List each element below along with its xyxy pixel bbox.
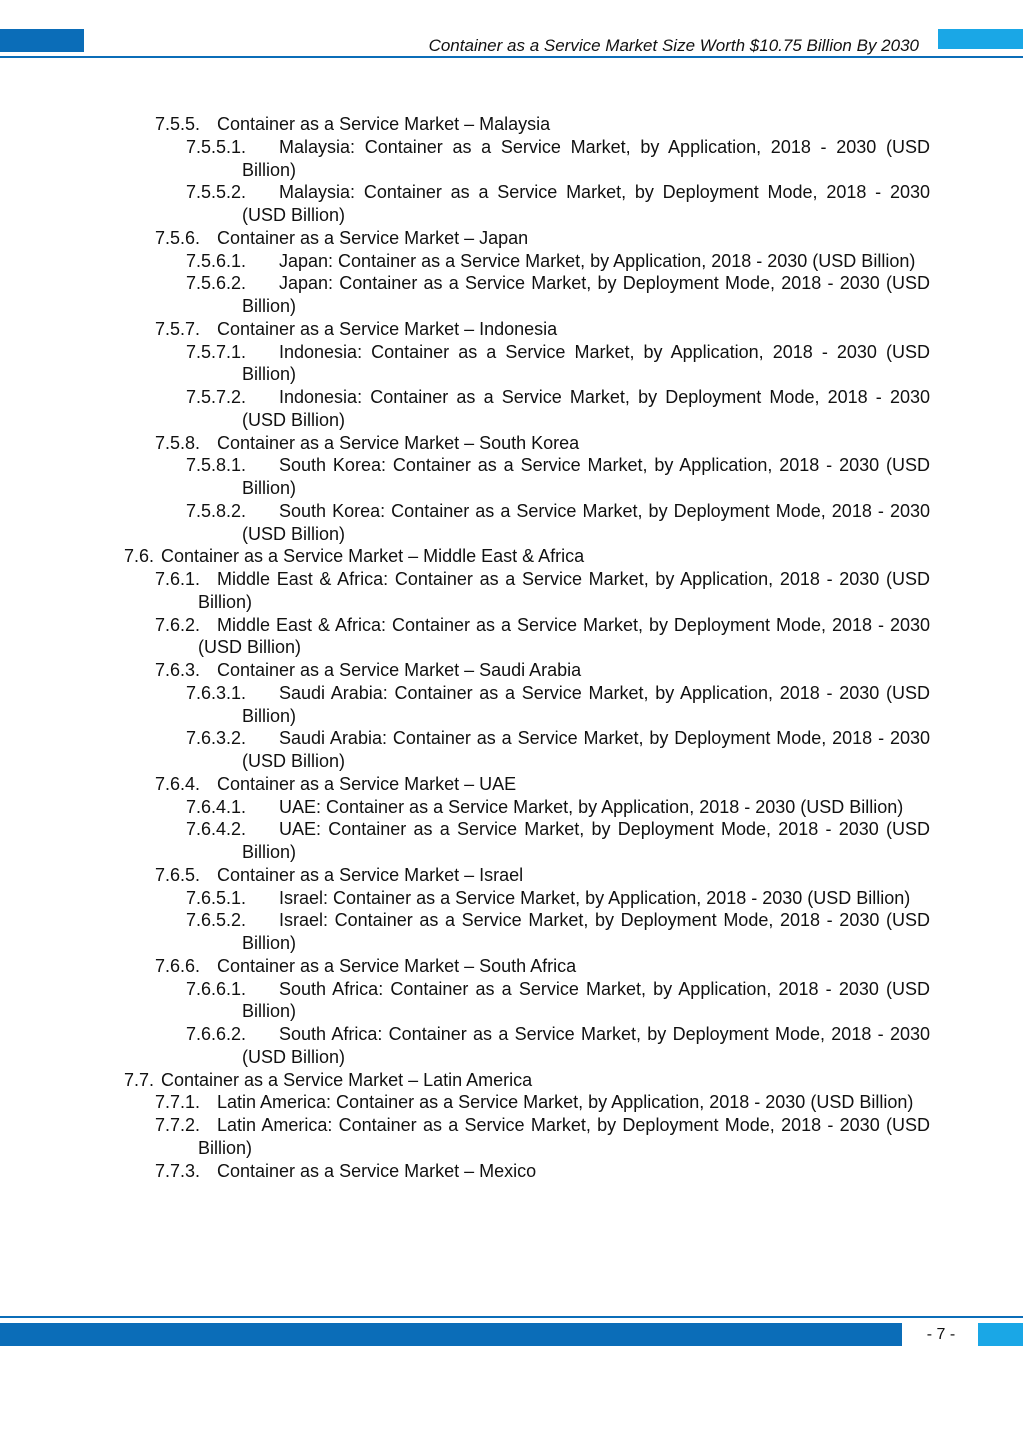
toc-entry-text: South Africa: Container as a Service Market, by Application, 2018 - 2030 (USD Billion)	[242, 978, 930, 1022]
footer-accent-bar	[0, 1323, 902, 1346]
toc-entry	[155, 955, 930, 978]
toc-entry-text: Israel: Container as a Service Market, by Deployment Mode, 2018 - 2030 (USD Billion)	[242, 910, 930, 953]
toc-entry-text: Container as a Service Market – South Korea	[217, 432, 580, 453]
header-accent-block	[938, 29, 1023, 49]
toc-entry	[155, 318, 930, 341]
footer-accent-block	[978, 1323, 1023, 1346]
toc-entry	[186, 796, 930, 819]
footer-rule	[0, 1316, 1023, 1318]
header-rule	[0, 56, 1023, 58]
toc-entry-text: Middle East & Africa: Container as a Service Market, by Deployment Mode, 2018 - 2030 (USD Billion)	[198, 614, 930, 658]
toc-entry-number: 7.6.5.2.	[186, 910, 247, 931]
toc-entry-text: Container as a Service Market – Saudi Arabia	[217, 660, 582, 680]
toc-entry-text: Container as a Service Market – Indonesia	[217, 318, 558, 339]
toc-entry-number: 7.5.5.1.	[186, 136, 247, 157]
toc-entry-number: 7.5.8.2.	[186, 500, 247, 521]
toc-entry	[186, 386, 930, 432]
toc-entry-number: 7.6.1.	[155, 569, 201, 589]
toc-entry-text: Container as a Service Market – Israel	[217, 864, 524, 885]
toc-entry	[186, 454, 930, 500]
toc-entry	[186, 181, 930, 227]
toc-entry-text: Container as a Service Market – Middle East & Africa	[161, 546, 585, 567]
toc-entry-text: Japan: Container as a Service Market, by Application, 2018 - 2030 (USD Billion)	[279, 250, 916, 271]
toc-entry-text: UAE: Container as a Service Market, by Application, 2018 - 2030 (USD Billion)	[279, 796, 904, 817]
toc-entry	[155, 864, 930, 887]
toc-entry-number: 7.6.3.	[155, 660, 201, 680]
toc-entry-text: South Africa: Container as a Service Market, by Deployment Mode, 2018 - 2030 (USD Billion)	[242, 1024, 930, 1067]
toc-entry-number: 7.7.1.	[155, 1092, 201, 1113]
toc-entry-text: Saudi Arabia: Container as a Service Market, by Deployment Mode, 2018 - 2030 (USD Billion)	[242, 728, 930, 771]
toc-entry-text: Container as a Service Market – Malaysia	[217, 114, 551, 134]
toc-entry	[186, 1023, 930, 1069]
toc-entry-text: South Korea: Container as a Service Market, by Application, 2018 - 2030 (USD Billion)	[242, 455, 930, 498]
toc-entry-number: 7.6.6.2.	[186, 1024, 247, 1044]
toc-entry-text: UAE: Container as a Service Market, by Deployment Mode, 2018 - 2030 (USD Billion)	[242, 819, 930, 862]
toc-entry-text: Malaysia: Container as a Service Market, by Deployment Mode, 2018 - 2030 (USD Billion)	[242, 182, 930, 225]
toc-entry	[155, 568, 930, 614]
toc-entry	[124, 1069, 930, 1092]
toc-entry	[155, 1160, 930, 1183]
toc-entry-number: 7.6.4.2.	[186, 819, 247, 840]
toc-entry	[186, 682, 930, 728]
header-title: Container as a Service Market Size Worth $10.75 Billion By 2030	[428, 36, 919, 55]
toc-entry-text: Latin America: Container as a Service Market, by Deployment Mode, 2018 - 2030 (USD Billion)	[198, 1115, 930, 1158]
toc-entry-number: 7.6.5.1.	[186, 887, 247, 908]
toc-entry	[186, 978, 930, 1024]
toc-entry-text: Container as a Service Market – Mexico	[217, 1160, 537, 1181]
toc-entry	[155, 614, 930, 660]
header-accent-bar	[0, 29, 84, 52]
toc-entry	[124, 545, 930, 568]
toc-entry-number: 7.6.2.	[155, 614, 201, 635]
toc-entry-number: 7.6.4.	[155, 773, 201, 794]
toc-entry-number: 7.5.5.	[155, 114, 201, 134]
toc-entry-text: Japan: Container as a Service Market, by Deployment Mode, 2018 - 2030 (USD Billion)	[242, 273, 930, 316]
toc-entry-text: Saudi Arabia: Container as a Service Market, by Application, 2018 - 2030 (USD Billion)	[242, 682, 930, 726]
toc-entry-number: 7.6.5.	[155, 864, 201, 885]
toc-entry-text: Container as a Service Market – UAE	[217, 773, 517, 794]
table-of-contents	[0, 113, 1023, 1182]
toc-entry-text: Container as a Service Market – Japan	[217, 227, 529, 248]
toc-entry-text: Latin America: Container as a Service Market, by Application, 2018 - 2030 (USD Billion)	[217, 1092, 914, 1113]
toc-entry-number: 7.5.6.	[155, 227, 201, 248]
toc-entry-number: 7.5.6.2.	[186, 273, 247, 294]
toc-entry	[155, 227, 930, 250]
toc-entry-number: 7.7.	[124, 1069, 155, 1090]
toc-entry-number: 7.6.3.1.	[186, 682, 247, 703]
toc-entry	[186, 818, 930, 864]
toc-entry	[186, 136, 930, 182]
toc-entry-text: Container as a Service Market – Latin America	[161, 1069, 533, 1090]
toc-entry	[155, 1091, 930, 1114]
toc-entry-text: Malaysia: Container as a Service Market, by Application, 2018 - 2030 (USD Billion)	[242, 136, 930, 180]
toc-entry-text: South Korea: Container as a Service Market, by Deployment Mode, 2018 - 2030 (USD Billion)	[242, 500, 930, 544]
toc-entry-number: 7.5.7.	[155, 318, 201, 339]
toc-entry	[186, 727, 930, 773]
toc-entry-number: 7.5.5.2.	[186, 182, 247, 203]
toc-entry-number: 7.5.8.	[155, 432, 201, 453]
toc-entry	[186, 250, 930, 273]
toc-entry-text: Indonesia: Container as a Service Market, by Application, 2018 - 2030 (USD Billion)	[242, 341, 930, 385]
toc-entry	[155, 1114, 930, 1160]
toc-entry-number: 7.6.6.	[155, 955, 201, 976]
toc-entry-number: 7.5.6.1.	[186, 250, 247, 271]
toc-entry	[155, 773, 930, 796]
toc-entry	[186, 909, 930, 955]
toc-entry-number: 7.6.4.1.	[186, 796, 247, 817]
toc-entry	[186, 272, 930, 318]
toc-entry	[186, 887, 930, 910]
toc-entry-text: Middle East & Africa: Container as a Service Market, by Application, 2018 - 2030 (USD Billion)	[198, 569, 930, 612]
toc-entry	[186, 500, 930, 546]
toc-entry-number: 7.6.3.2.	[186, 728, 247, 749]
toc-entry-number: 7.6.6.1.	[186, 978, 247, 999]
toc-entry	[155, 432, 930, 455]
toc-entry-text: Container as a Service Market – South Africa	[217, 955, 577, 976]
toc-entry	[155, 113, 930, 136]
toc-entry-text: Indonesia: Container as a Service Market, by Deployment Mode, 2018 - 2030 (USD Billion)	[242, 387, 930, 430]
toc-entry	[186, 341, 930, 387]
toc-entry-text: Israel: Container as a Service Market, by Application, 2018 - 2030 (USD Billion)	[279, 887, 911, 908]
page-number: - 7 -	[926, 1326, 956, 1343]
toc-entry-number: 7.6.	[124, 546, 155, 567]
toc-entry-number: 7.5.7.2.	[186, 387, 247, 407]
toc-entry-number: 7.7.2.	[155, 1115, 201, 1135]
toc-entry-number: 7.5.7.1.	[186, 341, 247, 362]
toc-entry-number: 7.5.8.1.	[186, 455, 247, 476]
toc-entry-number: 7.7.3.	[155, 1160, 201, 1181]
toc-entry	[155, 659, 930, 682]
